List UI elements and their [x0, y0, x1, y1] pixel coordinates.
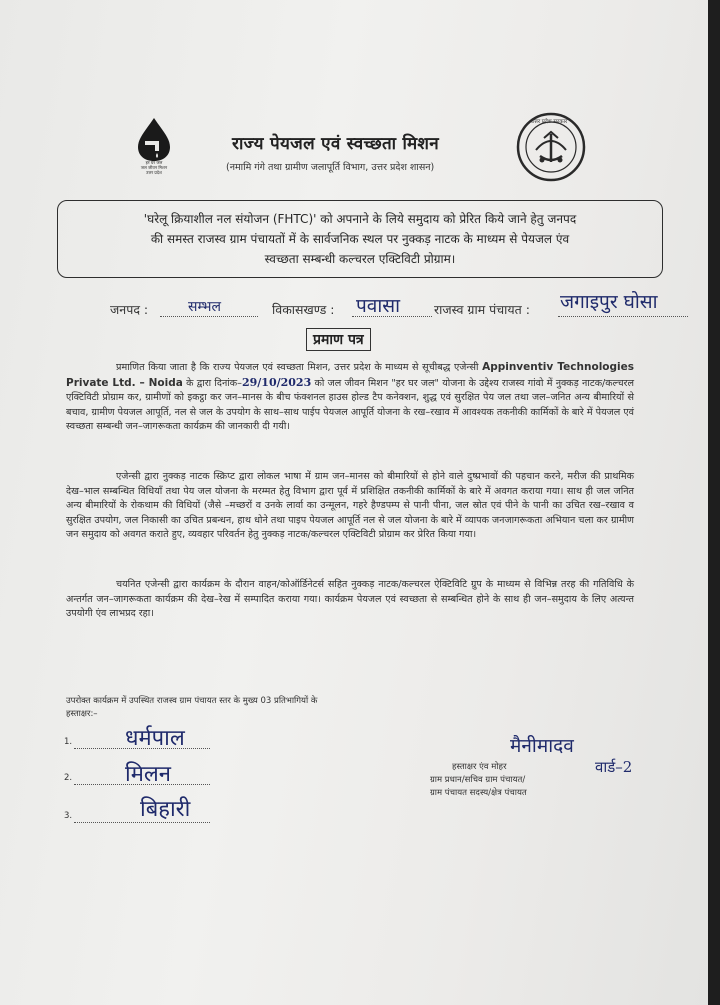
paragraph-1-opening: प्रमाणित किया जाता है कि राज्य पेयजल एवं स्वच्छता मिशन, उत्तर प्रदेश के माध्यम से सूचीबद्ध एजेन्सी: [116, 362, 479, 373]
program-date: 29/10/2023: [241, 375, 312, 389]
photo-dark-edge: [708, 0, 720, 1005]
agency-name: Appinventiv Technologies Private Ltd. – Noida: [66, 361, 634, 389]
signatory-designation: [430, 774, 527, 800]
paragraph-1-body: को जल जीवन मिशन "हर घर जल" योजना के उद्देश्य राजस्व गांवो में नुक्कड़ नाटक/कल्चरल एक्टिविटी प्रोग्राम कर, ग्रामीणों को इकट्ठा कर जन–मानस के बीच फंक्शनल हाउस होल्ड टैप कनेक्शन, शुद्ध एवं सुरक्षित पेय जल तथा जल–जनित अन्य बीमारियों से बचाव, ग्रामीण पेयजल आपूर्ति, नल से जल के उपयोग के साथ–साथ पाईप पेयजल आपूर्ति योजना के रख–रखाव में आवश्यक तकनीकी कार्मिकों के बारे में पेयजल एवं स्वच्छता सम्बन्धी जन–जागरूकता कार्यक्रम की जानकारी दी गयी।: [66, 377, 634, 433]
program-description-box: [57, 200, 663, 278]
district-value: सम्भल: [188, 299, 221, 315]
gram-panchayat-value: जगाइपुर घोसा: [560, 291, 658, 313]
participants-intro-line-1: उपरोक्त कार्यक्रम में उपस्थित राजस्व ग्राम पंचायत स्तर के मुख्य 03 प्रतिभागियों के: [66, 696, 318, 706]
paragraph-3-text: चयनित एजेन्सी द्वारा कार्यक्रम के दौरान वाहन/कोऑर्डिनेटर्स सहित नुक्कड़ नाटक/कल्चरल ऐक्टिविटि ग्रुप के माध्यम से विभिन्न तरह की गतिविधि के अन्तर्गत जन–जागरूकता कार्यक्रम की देख–रेख में सम्पादित कराया गया। कार्यक्रम पेयजल एवं स्वच्छता से सम्बन्धित होने के साथ ही जन–समुदाय के लिए अत्यन्त उपयोगी एंव लाभप्रद रहा।: [66, 579, 634, 620]
water-drop-icon: [124, 116, 184, 161]
paragraph-2: [66, 470, 634, 543]
participant-3-signature: बिहारी: [140, 797, 191, 822]
participants-intro: [66, 695, 317, 721]
gram-panchayat-label: राजस्व ग्राम पंचायत :: [434, 302, 530, 317]
signatory-line-3: ग्राम पंचायत सदस्य/क्षेत्र पंचायत: [430, 788, 527, 798]
signatory-ward: वार्ड–2: [595, 758, 633, 776]
participant-1-number: 1.: [64, 737, 73, 747]
paragraph-1-date-label: के द्वारा दिनांक–: [186, 377, 242, 389]
up-government-seal: [516, 112, 586, 182]
participant-3-number: 3.: [64, 811, 73, 821]
program-line-2: की समस्त राजस्व ग्राम पंचायतों में के सार्वजनिक स्थल पर नुक्कड़ नाटक के माध्यम से पेयजल एंव: [150, 232, 570, 246]
district-line: [160, 316, 258, 317]
mission-subtitle: (नमामि गंगे तथा ग्रामीण जलापूर्ति विभाग, उत्तर प्रदेश शासन): [226, 162, 435, 173]
gram-panchayat-line: [558, 316, 688, 317]
signatory-label: [452, 761, 507, 774]
participants-intro-line-2: हस्ताक्षर:–: [66, 709, 98, 719]
program-line-1: 'घरेलू क्रियाशील नल संयोजन (FHTC)' को अपनाने के लिये समुदाय को प्रेरित किये जाने हेतु जनपद: [143, 212, 577, 226]
program-line-3: स्वच्छता सम्बन्धी कल्चरल एक्टिविटी प्रोग्राम।: [264, 252, 456, 266]
signatory-line-1: हस्ताक्षर एंव मोहर: [452, 762, 507, 772]
paragraph-3: [66, 578, 634, 622]
signatory-signature: मैनीमादव: [510, 735, 574, 757]
participant-2-signature: मिलन: [125, 762, 171, 787]
logo-tagline-1: हर घर जल: [145, 160, 163, 165]
paragraph-1: [66, 360, 634, 435]
block-label: विकासखण्ड :: [272, 302, 335, 317]
seal-text: उत्तर प्रदेश सरकार: [531, 119, 568, 125]
logo-tagline-2: जल जीवन मिशन: [140, 165, 168, 170]
participant-1-signature: धर्मपाल: [125, 726, 185, 751]
block-value: पवासा: [356, 295, 401, 317]
har-ghar-jal-logo: [124, 116, 184, 188]
logo-tagline-3: उत्तर प्रदेश: [146, 170, 162, 175]
participant-2-number: 2.: [64, 773, 73, 783]
mission-title: राज्य पेयजल एवं स्वच्छता मिशन: [232, 134, 440, 154]
district-label: जनपद :: [110, 302, 149, 317]
certificate-heading: प्रमाण पत्र: [306, 328, 371, 351]
paragraph-2-text: एजेन्सी द्वारा नुक्कड़ नाटक स्क्रिप्ट द्वारा लोकल भाषा में ग्राम जन–मानस को बीमारियों से होने वाले दुष्प्रभावों की पहचान करने, मरीज की प्राथमिक देख–भाल सम्बन्धित विधियाँ तथा पेय जल योजना के मरम्मत हेतु विभाग द्वारा पूर्व में प्रशिक्षित तकनीकी कार्मिकों के बारे में अवगत कराया गया। साथ ही जल जनित अन्य बीमारियों के रोकथाम की विधियों (जैसे –मच्छरों व उनके लार्वा का उन्मूलन, गहरे हैण्डपम्प से पानी पीना, जल स्रोत एवं पीने के पानी का उचित रख–रखाव व सुरक्षित उपयोग, जल निकासी का उचित प्रबन्धन, हाथ धोने तथा पाइप पेयजल आपूर्ति नल से जल योजना के बारे में व्यापक जनजागरूकता अभियान चला कर ग्रामीण जन समुदाय को अवगत कराते हुए, व्यवहार परिवर्तन हेतु नुक्कड़ नाटक/कल्चरल एक्टिविटी प्रोग्राम कर प्रेरित किया गया।: [66, 471, 634, 541]
signatory-line-2: ग्राम प्रधान/सचिव ग्राम पंचायत/: [430, 775, 526, 785]
